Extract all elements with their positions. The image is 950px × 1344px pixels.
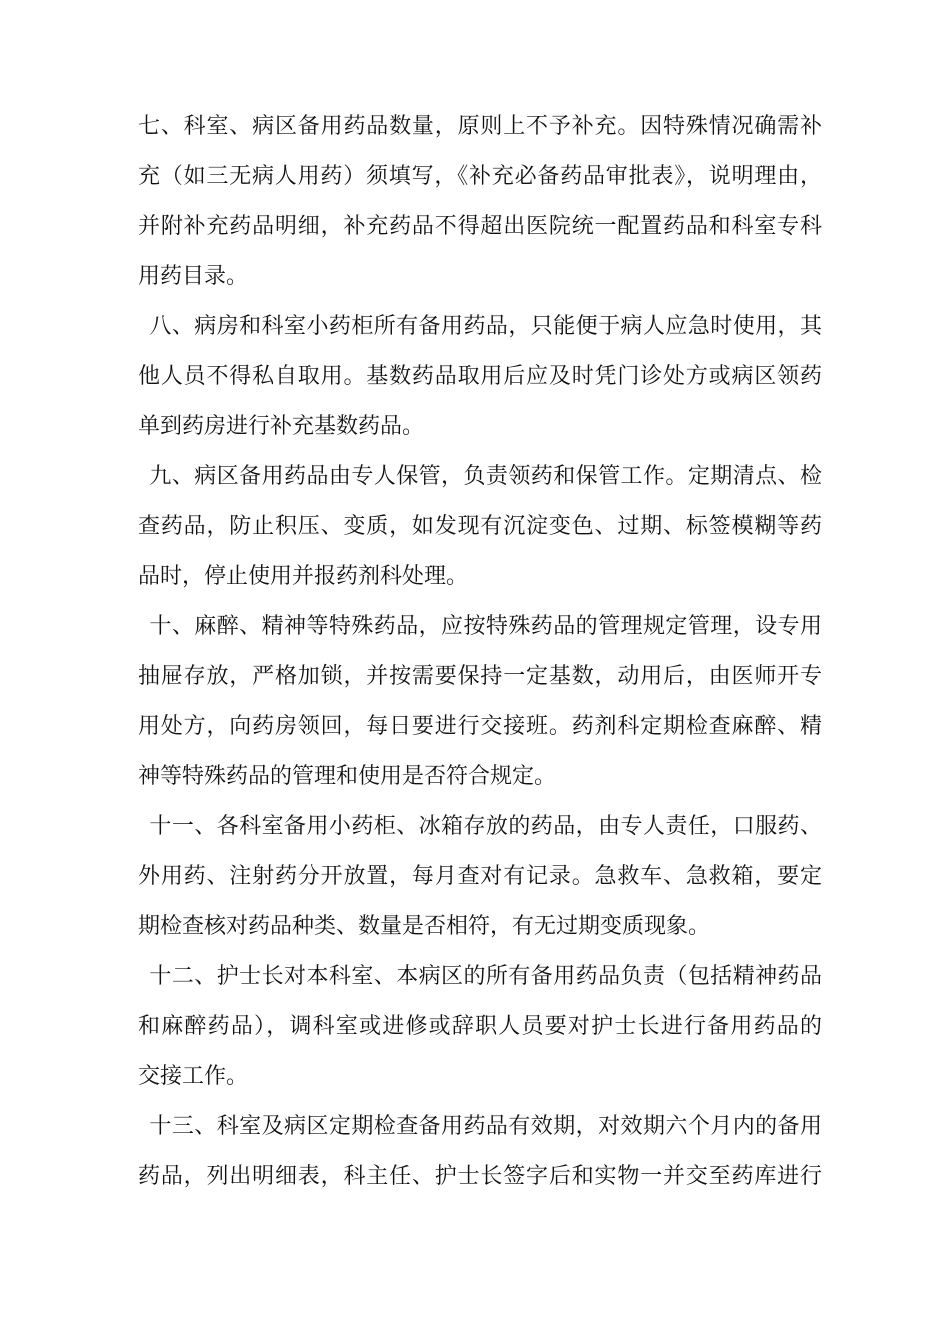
document-body [138,102,822,1202]
text-line: 外用药、注射药分开放置，每月查对有记录。急救车、急救箱，要定 [138,864,822,889]
paragraph-9 [138,452,822,602]
text-line: 七、科室、病区备用药品数量，原则上不予补充。因特殊情况确需补 [138,114,822,139]
text-line [138,1102,822,1152]
text-line [138,802,822,852]
text-line-content: 十一、各科室备用小药柜、冰箱存放的药品，由专人责任，口服药、 [149,814,822,839]
text-line [138,302,822,352]
text-line-content: 八、病房和科室小药柜所有备用药品，只能便于病人应急时使用，其 [149,314,822,339]
text-line: 神等特殊药品的管理和使用是否符合规定。 [138,764,557,789]
text-line: 用药目录。 [138,264,249,289]
paragraph-13 [138,1102,822,1202]
paragraph-10 [138,602,822,802]
paragraph-11 [138,802,822,952]
text-line: 他人员不得私自取用。基数药品取用后应及时凭门诊处方或病区领药 [138,364,822,389]
text-line: 用处方，向药房领回，每日要进行交接班。药剂科定期检查麻醉、精 [138,714,822,739]
text-line: 和麻醉药品），调科室或进修或辞职人员要对护士长进行备用药品的 [138,1014,822,1039]
text-line: 品时，停止使用并报药剂科处理。 [138,564,469,589]
text-line: 单到药房进行补充基数药品。 [138,414,425,439]
text-line: 期检查核对药品种类、数量是否相符，有无过期变质现象。 [138,914,711,939]
text-line: 交接工作。 [138,1064,249,1089]
paragraph-8 [138,302,822,452]
text-line [138,602,822,652]
text-line-content: 九、病区备用药品由专人保管，负责领药和保管工作。定期清点、检 [149,464,822,489]
text-line: 充（如三无病人用药）须填写，《补充必备药品审批表》，说明理由， [138,164,822,189]
text-line-content: 十、麻醉、精神等特殊药品，应按特殊药品的管理规定管理，设专用 [149,614,822,639]
paragraph-12 [138,952,822,1102]
text-line [138,452,822,502]
text-line: 并附补充药品明细，补充药品不得超出医院统一配置药品和科室专科 [138,214,822,239]
text-line [138,952,822,1002]
paragraph-7 [138,102,822,302]
text-line-content: 十二、护士长对本科室、本病区的所有备用药品负责（包括精神药品 [149,964,822,989]
text-line: 药品，列出明细表，科主任、护士长签字后和实物一并交至药库进行 [138,1164,822,1189]
text-line: 抽屉存放，严格加锁，并按需要保持一定基数，动用后，由医师开专 [138,664,822,689]
text-line: 查药品，防止积压、变质，如发现有沉淀变色、过期、标签模糊等药 [138,514,822,539]
text-line-content: 十三、科室及病区定期检查备用药品有效期，对效期六个月内的备用 [149,1114,822,1139]
